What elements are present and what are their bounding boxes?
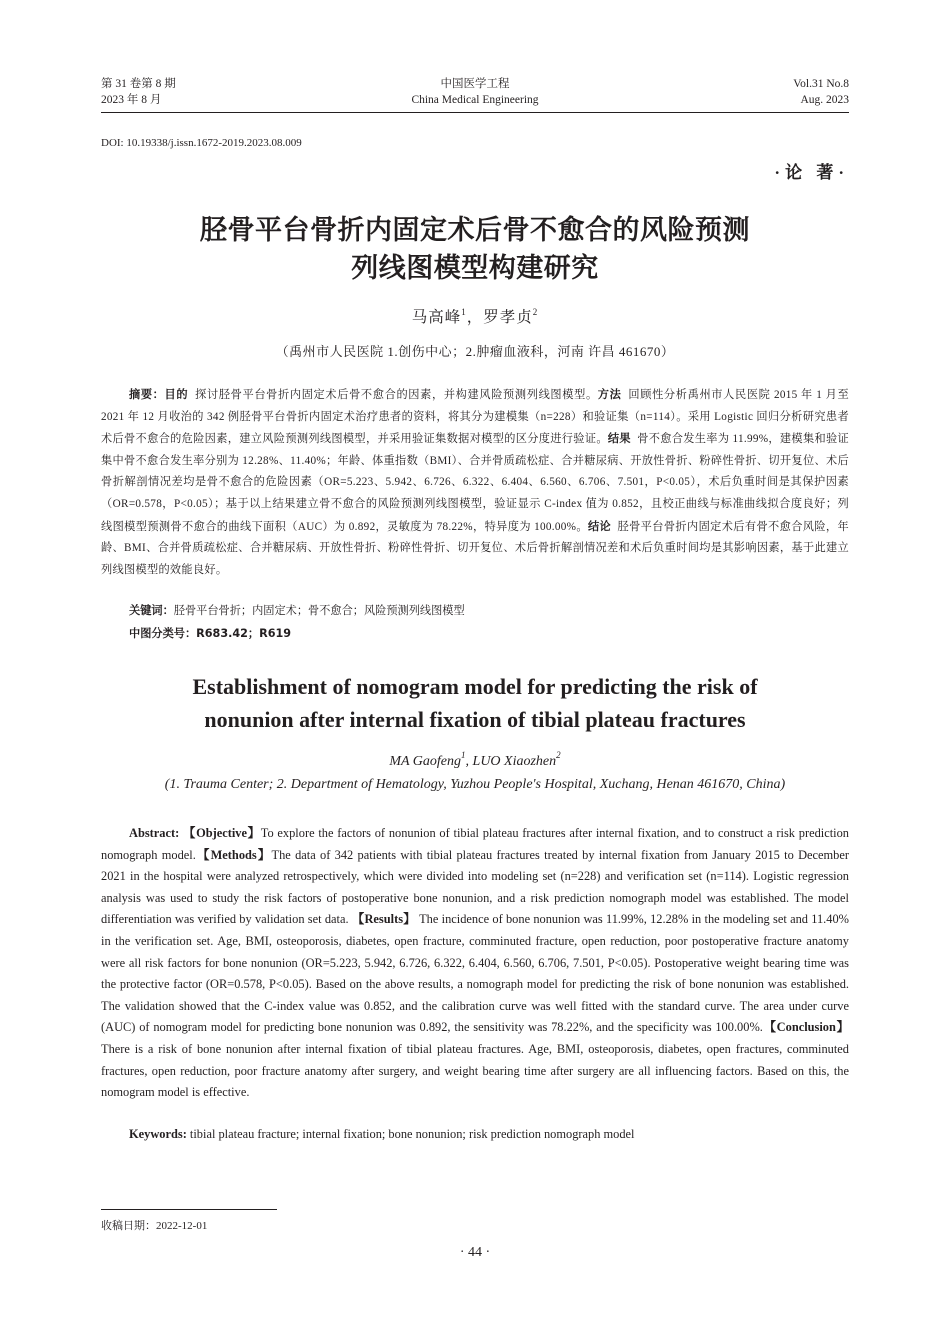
received-date: 收稿日期：2022-12-01 <box>101 1220 208 1232</box>
keywords-text-cn: 胫骨平台骨折；内固定术；骨不愈合；风险预测列线图模型 <box>173 605 465 617</box>
chinese-title-line-1: 胫骨平台骨折内固定术后骨不愈合的风险预测 <box>200 215 750 245</box>
doi-line: DOI: 10.19338/j.issn.1672-2019.2023.08.009 <box>101 137 302 149</box>
author-2-en: LUO Xiaozhen <box>472 754 557 769</box>
english-abstract <box>101 823 849 1104</box>
author-2-cn-affil: 2 <box>532 307 539 317</box>
header-date-cn: 2023 年 8 月 <box>101 94 162 106</box>
author-1-cn: 马高峰 <box>411 309 462 326</box>
author-1-en: MA Gaofeng <box>389 754 462 769</box>
page-number: · 44 · <box>459 1245 491 1260</box>
results-label-cn: 结果 <box>607 432 631 446</box>
author-separator-en: , <box>465 754 473 769</box>
results-text-cn: 骨不愈合发生率为 11.99%，建模集和验证集中骨不愈合发生率分别为 12.28%、11.40%；年龄、体重指数（BMI）、合并骨质疏松症、合并糖尿病、开放性骨折、粉碎性骨折、切开复位、术后骨折解剖情况差均是骨不愈合的危险因素（OR=5.223、5.942、6.726、6.322、6.404、6.560、6.706、7.501，P<0.05），术后负重时间是其保护因素（OR=0.578，P<0.05）；基于以上结果建立骨不愈合的风险预测列线图模型，验证显示 C-index 值为 0.852，且校正曲线与标准曲线拟合度良好；列线图模型预测骨不愈合的曲线下面积（AUC）为 0.892，灵敏度为 78.22%，特异度为 100.00%。 <box>101 433 849 533</box>
keywords-text-en: tibial plateau fracture; internal fixation; bone nonunion; risk prediction nomograph model <box>189 1127 635 1141</box>
chinese-affiliation: （禹州市人民医院 1.创伤中心；2.肿瘤血液科，河南 许昌 461670） <box>275 344 675 359</box>
author-2-en-affil: 2 <box>556 750 561 760</box>
objective-label-en: 【Objective】 <box>183 826 261 840</box>
conclusion-text-en: There is a risk of bone nonunion after internal fixation of tibial plateau fractures. Age, BMI, osteoporosis, diabetes, open fractures, comminuted fractures, open reduction, poor fracture anatomy after surgery, and weight bearing time after surgery are all influencing factors. Based on this, the nomogram model is effective. <box>101 1041 849 1100</box>
classification-code: R683.42；R619 <box>196 627 292 640</box>
header-volume-cn: 第 31 卷第 8 期 <box>101 78 176 90</box>
header-journal-en: China Medical Engineering <box>411 94 539 106</box>
author-separator-cn: ， <box>466 309 484 326</box>
author-1-en-affil: 1 <box>461 750 466 760</box>
english-title-line-1: Establishment of nomogram model for predicting the risk of <box>192 674 758 699</box>
abstract-label-en: Abstract: <box>129 826 184 840</box>
conclusion-label-en: 【Conclusion】 <box>762 1020 849 1035</box>
results-text-en: The incidence of bone nonunion was 11.99%, 12.28% in the modeling set and 11.40% in the verification set. Age, BMI, osteoporosis, diabetes, open fracture, comminuted fracture, open reduction, poor postoperative fracture anatomy were all risk factors for bone nonunion (OR=5.223, 5.942, 6.726, 6.322, 6.404, 6.560, 6.706, 7.501, P<0.05). Postoperative weight bearing time was the protective factor (OR=0.578, P<0.05). Based on the above results, a nomograph model for predicting the risk of bone nonunion was established. The validation showed that the C-index value was 0.852, and the calibration curve was well fitted with the standard curve. The area under curve (AUC) of nomogram model for predicting bone nonunion was 0.892, the sensitivity was 78.22%, and the specificity was 100.00%. <box>101 912 849 1035</box>
header-divider <box>101 112 849 113</box>
methods-text-en: The data of 342 patients with tibial plateau fractures treated by internal fixation from January 2015 to December 2021 in the hospital were analyzed retrospectively, which were divided into modeling set (n=228) and verification set (n=114). Logistic regression analysis was used to study the risk factors of postoperative bone nonunion, and a risk prediction nomograph model was established. The model differentiation was verified by validation set data. <box>101 847 849 927</box>
objective-text-cn: 探讨胫骨平台骨折内固定术后骨不愈合的因素，并构建风险预测列线图模型。 <box>195 389 598 401</box>
author-1-cn-affil: 1 <box>461 307 467 317</box>
conclusion-label-cn: 结论 <box>587 519 612 533</box>
english-title <box>101 670 849 736</box>
classification-label-cn: 中图分类号： <box>129 627 197 640</box>
column-tag: ·论 著· <box>774 163 849 182</box>
results-label-en: 【Results】 <box>351 912 416 927</box>
objective-text-en: To explore the factors of nonunion of tibial plateau fractures after internal fixation, and to construct a risk prediction nomograph model. <box>101 826 849 862</box>
abstract-label-cn: 摘要： <box>129 388 165 401</box>
chinese-classification <box>129 625 291 641</box>
methods-label-cn: 方法 <box>597 388 622 401</box>
header-issue-en <box>793 76 849 108</box>
header-date-en: Aug. 2023 <box>800 94 849 106</box>
english-authors <box>101 750 849 770</box>
running-header <box>101 76 849 110</box>
methods-text-cn: 回顾性分析禹州市人民医院 2015 年 1 月至 2021 年 12 月收治的 342 例胫骨平台骨折内固定术治疗患者的资料，将其分为建模集（n=228）和验证集（n=114）。采用 Logistic 回归分析研究患者术后骨不愈合的危险因素，建立风险预测列线图模型，并采用验证集数据对模型的区分度进行验证。 <box>101 389 849 446</box>
chinese-authors <box>101 305 849 327</box>
header-journal-name <box>101 76 849 108</box>
english-affiliation: (1. Trauma Center; 2. Department of Hematology, Yuzhou People's Hospital, Xuchang, Henan 461670, China) <box>164 777 786 792</box>
keywords-label-cn: 关键词： <box>129 604 174 617</box>
footnote-divider <box>101 1209 277 1210</box>
english-title-line-2: nonunion after internal fixation of tibial plateau fractures <box>204 707 746 732</box>
header-volume-en: Vol.31 No.8 <box>793 78 849 90</box>
chinese-abstract <box>101 384 849 581</box>
chinese-keywords <box>129 602 465 618</box>
header-journal-cn: 中国医学工程 <box>440 78 510 90</box>
chinese-title <box>101 211 849 287</box>
objective-label-cn: 目的 <box>164 388 189 401</box>
author-2-cn: 罗孝贞 <box>483 309 533 326</box>
chinese-title-line-2: 列线图模型构建研究 <box>351 253 599 283</box>
keywords-label-en: Keywords: <box>129 1127 190 1141</box>
methods-label-en: 【Methods】 <box>195 847 272 862</box>
conclusion-text-cn: 胫骨平台骨折内固定术后有骨不愈合风险，年龄、BMI、合并骨质疏松症、合并糖尿病、开放性骨折、粉碎性骨折、切开复位、术后骨折解剖情况差和术后负重时间均是其影响因素，基于此建立列线图模型的效能良好。 <box>101 520 849 576</box>
english-keywords <box>129 1127 634 1142</box>
